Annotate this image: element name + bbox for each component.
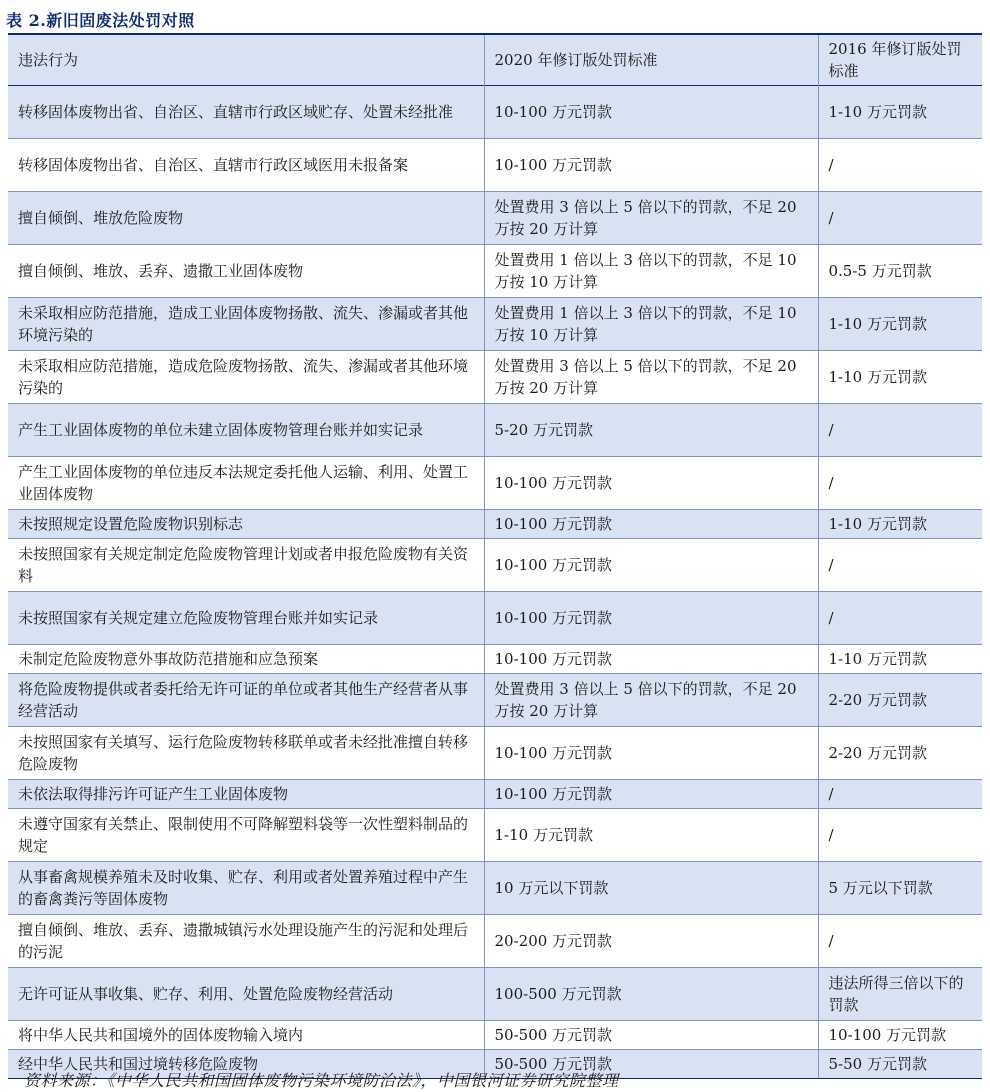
- source-note: 资料来源：《中华人民共和国固体废物污染环境防治法》，中国银河证券研究院整理: [24, 1071, 619, 1090]
- violation-cell: 未遵守国家有关禁止、限制使用不可降解塑料袋等一次性塑料制品的规定: [8, 809, 484, 862]
- penalty-2016-cell: 5-50 万元罚款: [818, 1050, 982, 1079]
- violation-cell: 未按照国家有关填写、运行危险废物转移联单或者未经批准擅自转移危险废物: [8, 727, 484, 780]
- penalty-2020-cell: 10-100 万元罚款: [484, 86, 818, 139]
- table-row: [8, 510, 982, 539]
- header-2016-standard: 2016 年修订版处罚标准: [818, 34, 982, 86]
- penalty-2016-cell: 1-10 万元罚款: [818, 351, 982, 404]
- penalty-2016-cell: 违法所得三倍以下的罚款: [818, 968, 982, 1021]
- penalty-2016-cell: 2-20 万元罚款: [818, 727, 982, 780]
- table-row: [8, 674, 982, 727]
- penalty-2020-cell: 20-200 万元罚款: [484, 915, 818, 968]
- table-row: [8, 192, 982, 245]
- penalty-2016-cell: 1-10 万元罚款: [818, 298, 982, 351]
- table-row: [8, 86, 982, 139]
- penalty-2016-cell: /: [818, 139, 982, 192]
- penalty-2016-cell: /: [818, 404, 982, 457]
- violation-cell: 擅自倾倒、堆放、丢弃、遗撒城镇污水处理设施产生的污泥和处理后的污泥: [8, 915, 484, 968]
- penalty-2016-cell: 1-10 万元罚款: [818, 510, 982, 539]
- violation-cell: 未按照国家有关规定制定危险废物管理计划或者申报危险废物有关资料: [8, 539, 484, 592]
- penalty-2016-cell: /: [818, 809, 982, 862]
- penalty-comparison-table: [8, 33, 982, 1079]
- header-2020-standard: 2020 年修订版处罚标准: [484, 34, 818, 86]
- table-row: [8, 809, 982, 862]
- table-caption: 表 2.新旧固废法处罚对照: [6, 11, 195, 30]
- penalty-2016-cell: 1-10 万元罚款: [818, 645, 982, 674]
- penalty-2016-cell: /: [818, 780, 982, 809]
- violation-cell: 经中华人民共和国过境转移危险废物: [8, 1050, 484, 1079]
- penalty-2020-cell: 10-100 万元罚款: [484, 457, 818, 510]
- penalty-2016-cell: 10-100 万元罚款: [818, 1021, 982, 1050]
- penalty-2020-cell: 10-100 万元罚款: [484, 727, 818, 780]
- penalty-2020-cell: 10-100 万元罚款: [484, 510, 818, 539]
- table-row: [8, 780, 982, 809]
- violation-cell: 未依法取得排污许可证产生工业固体废物: [8, 780, 484, 809]
- violation-cell: 未按照规定设置危险废物识别标志: [8, 510, 484, 539]
- penalty-2016-cell: /: [818, 539, 982, 592]
- penalty-2020-cell: 10 万元以下罚款: [484, 862, 818, 915]
- table-header-row: [8, 34, 982, 86]
- table-row: [8, 457, 982, 510]
- violation-cell: 未采取相应防范措施，造成危险废物扬散、流失、渗漏或者其他环境污染的: [8, 351, 484, 404]
- violation-cell: 从事畜禽规模养殖未及时收集、贮存、利用或者处置养殖过程中产生的畜禽粪污等固体废物: [8, 862, 484, 915]
- violation-cell: 未制定危险废物意外事故防范措施和应急预案: [8, 645, 484, 674]
- table-row: [8, 404, 982, 457]
- penalty-2020-cell: 100-500 万元罚款: [484, 968, 818, 1021]
- table-row: [8, 645, 982, 674]
- penalty-2016-cell: 1-10 万元罚款: [818, 86, 982, 139]
- table-row: [8, 968, 982, 1021]
- violation-cell: 将中华人民共和国境外的固体废物输入境内: [8, 1021, 484, 1050]
- penalty-2020-cell: 10-100 万元罚款: [484, 139, 818, 192]
- penalty-2016-cell: /: [818, 915, 982, 968]
- table-row: [8, 1021, 982, 1050]
- penalty-2020-cell: 处置费用 1 倍以上 3 倍以下的罚款，不足 10 万按 10 万计算: [484, 245, 818, 298]
- violation-cell: 未采取相应防范措施，造成工业固体废物扬散、流失、渗漏或者其他环境污染的: [8, 298, 484, 351]
- violation-cell: 擅自倾倒、堆放危险废物: [8, 192, 484, 245]
- penalty-2020-cell: 10-100 万元罚款: [484, 780, 818, 809]
- penalty-2020-cell: 10-100 万元罚款: [484, 539, 818, 592]
- penalty-2016-cell: 2-20 万元罚款: [818, 674, 982, 727]
- penalty-2016-cell: /: [818, 192, 982, 245]
- table-row: [8, 245, 982, 298]
- header-violation: 违法行为: [8, 34, 484, 86]
- table-row: [8, 592, 982, 645]
- violation-cell: 将危险废物提供或者委托给无许可证的单位或者其他生产经营者从事经营活动: [8, 674, 484, 727]
- penalty-2016-cell: /: [818, 457, 982, 510]
- violation-cell: 无许可证从事收集、贮存、利用、处置危险废物经营活动: [8, 968, 484, 1021]
- table-row: [8, 298, 982, 351]
- penalty-2020-cell: 50-500 万元罚款: [484, 1050, 818, 1079]
- violation-cell: 转移固体废物出省、自治区、直辖市行政区域贮存、处置未经批准: [8, 86, 484, 139]
- violation-cell: 擅自倾倒、堆放、丢弃、遗撒工业固体废物: [8, 245, 484, 298]
- violation-cell: 未按照国家有关规定建立危险废物管理台账并如实记录: [8, 592, 484, 645]
- penalty-2020-cell: 处置费用 3 倍以上 5 倍以下的罚款，不足 20 万按 20 万计算: [484, 192, 818, 245]
- penalty-2016-cell: 5 万元以下罚款: [818, 862, 982, 915]
- table-row: [8, 351, 982, 404]
- violation-cell: 产生工业固体废物的单位违反本法规定委托他人运输、利用、处置工业固体废物: [8, 457, 484, 510]
- penalty-2016-cell: /: [818, 592, 982, 645]
- table-row: [8, 862, 982, 915]
- penalty-2020-cell: 5-20 万元罚款: [484, 404, 818, 457]
- table-row: [8, 727, 982, 780]
- penalty-2020-cell: 50-500 万元罚款: [484, 1021, 818, 1050]
- table-row: [8, 139, 982, 192]
- violation-cell: 产生工业固体废物的单位未建立固体废物管理台账并如实记录: [8, 404, 484, 457]
- penalty-2020-cell: 处置费用 1 倍以上 3 倍以下的罚款，不足 10 万按 10 万计算: [484, 298, 818, 351]
- table-row: [8, 539, 982, 592]
- table-row: [8, 915, 982, 968]
- violation-cell: 转移固体废物出省、自治区、直辖市行政区域医用未报备案: [8, 139, 484, 192]
- penalty-2020-cell: 处置费用 3 倍以上 5 倍以下的罚款，不足 20 万按 20 万计算: [484, 351, 818, 404]
- penalty-2020-cell: 10-100 万元罚款: [484, 645, 818, 674]
- penalty-2020-cell: 1-10 万元罚款: [484, 809, 818, 862]
- penalty-2016-cell: 0.5-5 万元罚款: [818, 245, 982, 298]
- penalty-2020-cell: 处置费用 3 倍以上 5 倍以下的罚款，不足 20 万按 20 万计算: [484, 674, 818, 727]
- penalty-2020-cell: 10-100 万元罚款: [484, 592, 818, 645]
